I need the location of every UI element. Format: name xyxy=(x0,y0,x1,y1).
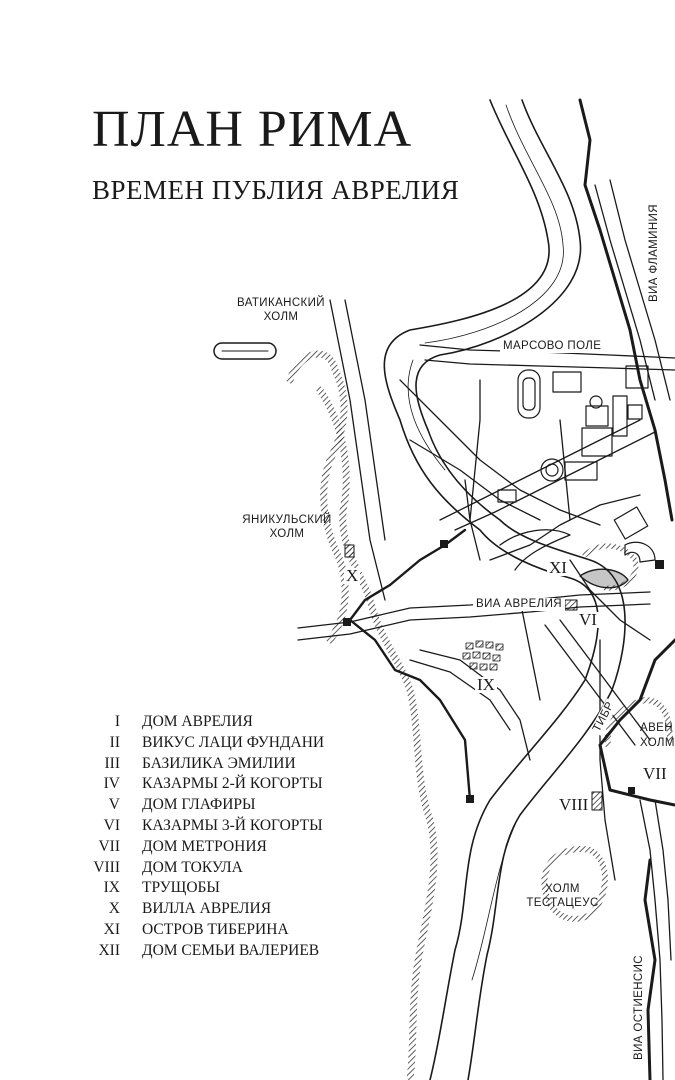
legend-number: VIII xyxy=(93,858,120,876)
legend-number: VII xyxy=(98,837,120,855)
map-marker-x: X xyxy=(346,566,359,585)
map-marker-vii: VII xyxy=(643,764,667,783)
label-janiculum-hill: ЯНИКУЛЬСКИЙ ХОЛМ xyxy=(242,514,332,540)
legend-name: БАЗИЛИКА ЭМИЛИИ xyxy=(142,754,296,772)
label-via-ostiensis: ВИА ОСТИЕНСИС xyxy=(633,954,645,1060)
tiber-river-east-bank xyxy=(416,100,625,1080)
legend-name: ТРУЩОБЫ xyxy=(142,879,220,897)
campus-buildings xyxy=(498,366,655,562)
legend-number: XI xyxy=(103,920,120,938)
legend-name: ВИКУС ЛАЦИ ФУНДАНИ xyxy=(142,733,325,751)
vatican-ridge xyxy=(290,354,345,640)
legend-name: ДОМ ГЛАФИРЫ xyxy=(142,796,256,814)
label-vatican-hill: ВАТИКАНСКИЙ ХОЛМ xyxy=(237,297,325,323)
legend-name: КАЗАРМЫ 2-Й КОГОРТЫ xyxy=(142,775,323,793)
map-marker-vi: VI xyxy=(579,610,597,629)
legend-name: ВИЛЛА АВРЕЛИЯ xyxy=(142,900,272,918)
label-aventine-hill: АВЕН ХОЛМ xyxy=(640,722,675,749)
label-tiber: ТИБР xyxy=(590,698,618,736)
map-marker-xi: XI xyxy=(549,558,567,577)
label-testaceus-hill: ХОЛМ ТЕСТАЦЕУС xyxy=(526,883,599,909)
map-marker-ix: IX xyxy=(477,675,495,694)
legend-number: V xyxy=(108,796,120,814)
label-via-flaminia: ВИА ФЛАМИНИЯ xyxy=(648,204,660,302)
legend-number: II xyxy=(109,733,120,751)
legend-name: КАЗАРМЫ 3-Й КОГОРТЫ xyxy=(142,816,323,834)
city-wall xyxy=(580,100,672,520)
legend-name: ДОМ АВРЕЛИЯ xyxy=(142,713,253,730)
legend-number: IX xyxy=(103,879,120,897)
janiculum-ridge xyxy=(320,390,434,1080)
legend-number: X xyxy=(108,900,120,918)
legend-name: ДОМ СЕМЬИ ВАЛЕРИЕВ xyxy=(142,941,320,959)
marker-vi-building xyxy=(565,600,577,610)
label-via-aurelia: ВИА АВРЕЛИЯ xyxy=(473,598,565,611)
legend-number: I xyxy=(114,713,120,730)
marker-x-building xyxy=(345,545,354,557)
roads xyxy=(298,180,675,1080)
legend-number: VI xyxy=(103,816,120,834)
legend-name: ДОМ МЕТРОНИЯ xyxy=(142,837,267,855)
page-title: ПЛАН РИМА xyxy=(92,101,413,158)
label-campus-martius: МАРСОВО ПОЛЕ xyxy=(500,340,604,353)
legend-name: ДОМ ТОКУЛА xyxy=(142,858,243,876)
page-subtitle: ВРЕМЕН ПУБЛИЯ АВРЕЛИЯ xyxy=(92,175,460,205)
legend-name: ОСТРОВ ТИБЕРИНА xyxy=(142,920,289,938)
slums-blocks xyxy=(463,641,503,670)
map-marker-viii: VIII xyxy=(559,795,589,814)
legend-number: III xyxy=(104,754,120,772)
legend-number: XII xyxy=(98,941,120,959)
marker-viii-building xyxy=(592,792,602,810)
janiculum-wall xyxy=(350,530,470,800)
legend-number: IV xyxy=(103,775,120,793)
